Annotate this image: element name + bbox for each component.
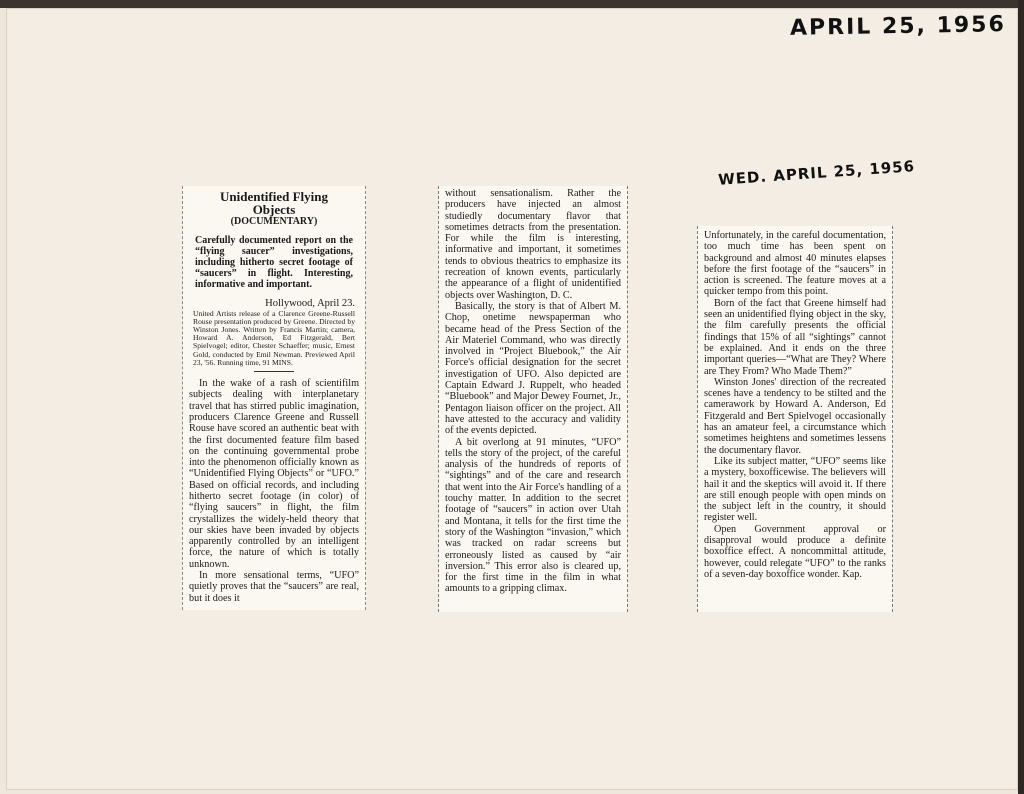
headline-line-2: Objects: [252, 202, 296, 217]
article-paragraph: In more sensational terms, “UFO” quietly proves that the “saucers” are real, but it does it: [189, 570, 359, 604]
clipping-column-2: [438, 186, 628, 612]
article-credits: United Artists release of a Clarence Greene-Russell Rouse presentation produced by Greene. Directed by Winston Jones. Written by Francis Martin; camera, Howard A. Anderson, Ed Fitzgerald, Bert Spielvogel; editor, Chester Schaeffer; music, Ernest Gold, conducted by Emil Newman. Previewed April 23, '56. Running time, 91 MINS.: [193, 308, 355, 367]
article-paragraph: Open Government approval or disapproval would produce a definite boxoffice effect. A noncommittal attitude, however, could relegate “UFO” to the ranks of a seven-day boxoffice wonder. Kap.: [704, 523, 886, 580]
scan-edge-top: [0, 0, 1024, 8]
handwritten-date-mid: WED. APRIL 25, 1956: [717, 157, 916, 189]
article-paragraph: Winston Jones' direction of the recreated scenes have a tendency to be stilted and the camerawork by Howard A. Anderson, Ed Fitzgerald and Bert Spielvogel occasionally has an amateur feel, a circumstance which sometimes heightens and sometimes lessens the documentary flavor.: [704, 376, 886, 456]
article-headline: [189, 190, 359, 216]
headline-line-1: Unidentified Flying: [220, 189, 328, 204]
article-paragraph: In the wake of a rash of scientifilm subjects dealing with interplanetary travel that has stirred public imagination, producers Clarence Greene and Russell Rouse have scored an authentic beat with the first documented feature film based on the continuing governmental probe into the phenomenon officially known as “Unidentified Flying Objects” or “UFO.” Based on official records, and including hitherto secret footage (in color) of “flying saucers” in flight, the film crystallizes the widely-held theory that our skies have been invaded by objects apparently controlled by an intelligent force, the nature of which is totally unknown.: [189, 378, 359, 570]
article-paragraph: Like its subject matter, “UFO” seems like a mystery, boxofficewise. The believers will hail it and the skeptics will avoid it. If there are still enough people with open minds on the subject left in the country, it should register well.: [704, 455, 886, 524]
article-dateline: Hollywood, April 23.: [265, 298, 355, 310]
article-paragraph: Unfortunately, in the careful documentation, too much time has been spent on background and almost 40 minutes elapses before the first footage of the “saucers” in action is screened. The feature moves at a quicker tempo from this point.: [704, 230, 886, 298]
article-paragraph: A bit overlong at 91 minutes, “UFO” tells the story of the project, of the careful analysis of the hundreds of reports of “sightings” and of the care and research that went into the Air Force's handling of a touchy matter. In addition to the secret footage of “saucers” in action over Utah and Montana, it tells for the first time the story of the Washington “invasion,” which was tracked on radar screens but erroneously listed as caused by “air inversion.” This error also is cleared up, for the first time in the film in what amounts to a gripping climax.: [445, 436, 621, 595]
article-paragraph: Born of the fact that Greene himself had seen an unidentified flying object in the sky, the film carefully presents the official findings that 15% of all “sightings” cannot be explained. And it ends on the three important queries—“What are They? Where are They From? Who Made Them?”: [704, 297, 886, 377]
article-summary: Carefully documented report on the “flying saucer” investigations, including hitherto secret footage of “saucers” in flight. Interesting, informative and important.: [195, 235, 353, 291]
article-paragraph: without sensationalism. Rather the producers have injected an almost studiedly documentary flavor that sometimes detracts from the presentation. For while the film is interesting, informative and important, it sometimes tends to obvious theatrics to emphasize its recreation of known events, particularly the appearance of a flight of unidentified objects over Washington, D. C.: [445, 188, 621, 301]
clipping-column-3: [697, 226, 893, 612]
scan-edge-right: [1018, 0, 1024, 794]
handwritten-date-top: APRIL 25, 1956: [789, 12, 1007, 41]
clipping-column-1: [182, 186, 366, 610]
divider-rule: [254, 371, 294, 372]
article-kicker: (DOCUMENTARY): [230, 216, 318, 227]
article-paragraph: Basically, the story is that of Albert M. Chop, onetime newspaperman who became head of the Press Section of the Air Materiel Command, who was directly involved in “Project Bluebook,” the Air Force's official designation for the secret investigation of UFO. Also depicted are Captain Edward J. Ruppelt, who headed “Bluebook” and Major Dewey Fournet, Jr., Pentagon liaison officer on the project. All have attested to the accuracy and validity of the events depicted.: [445, 300, 621, 437]
